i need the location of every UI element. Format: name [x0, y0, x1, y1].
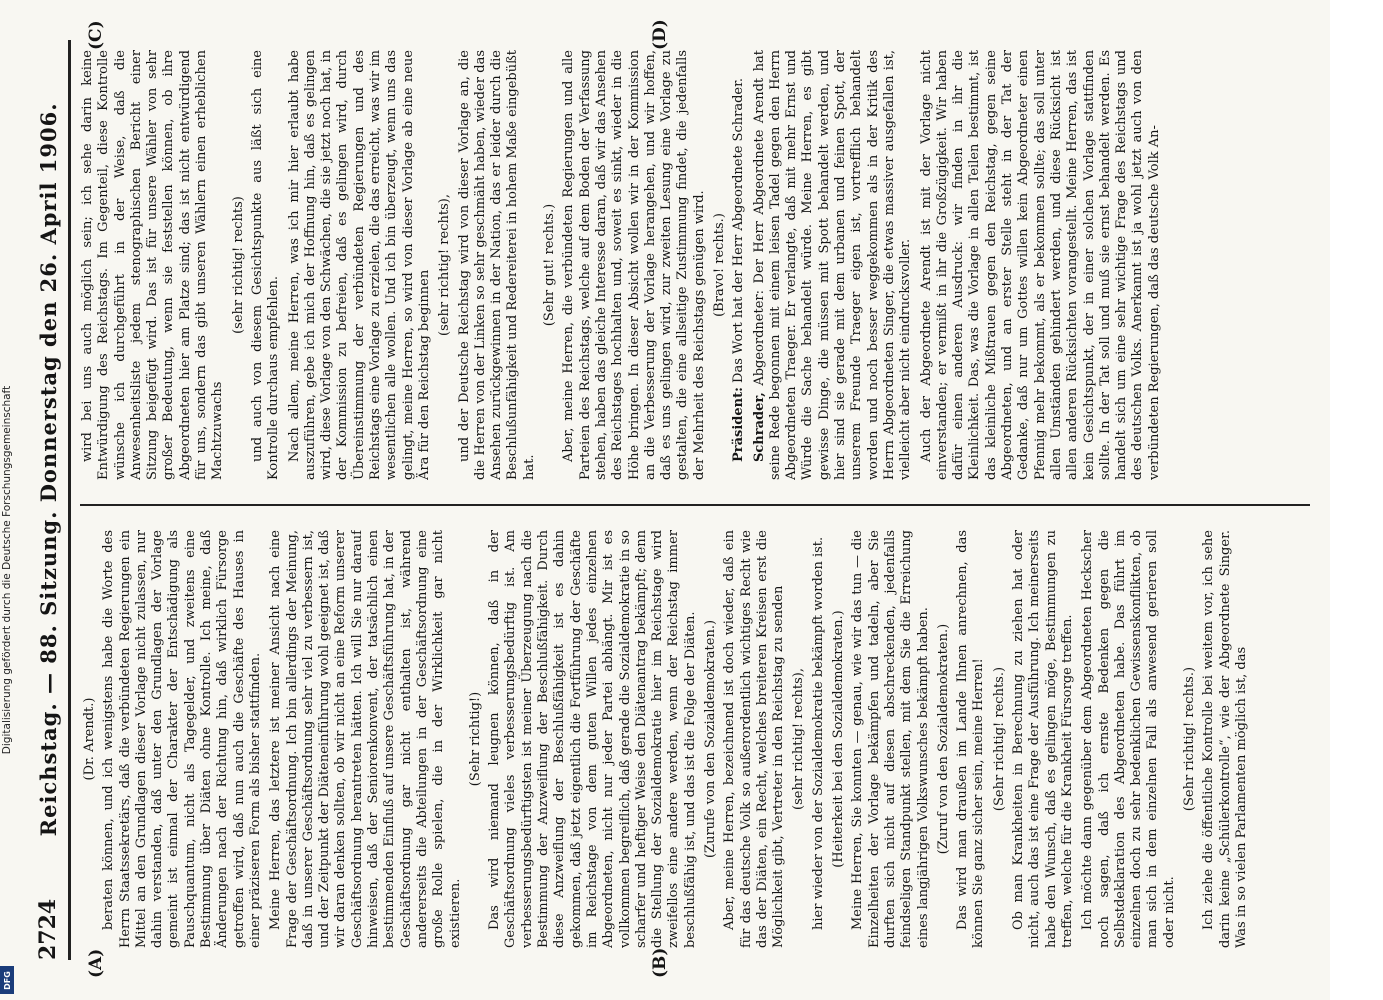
right-text-column — [80, 50, 1310, 480]
paragraph: wird bei uns auch möglich sein; ich sehe darin keine Entwürdigung des Reichstags. Im Gegenteil, diese Kontrolle wünsche ich durchgeführt in der Weise, daß die Anwesenheitsliste jedem stenographischen Bericht einer Sitzung beigefügt wird. Das ist für unsere Wähler von sehr großer Bedeutung, wenn sie feststellen können, ob ihre Abgeordneten hier am Platze sind; das ist nicht entwürdigend für uns, sondern das gibt unseren Wählern einen erheblichen Machtzuwachs — [80, 50, 226, 480]
dfg-logo — [0, 966, 14, 994]
margin-marker-b: (B) — [650, 947, 670, 978]
president-line — [731, 50, 747, 480]
speaker-name-schrader: Schrader, — [751, 392, 767, 462]
interjection: (sehr richtig! rechts) — [230, 196, 246, 334]
paragraph: Auch der Abgeordnete Arendt ist mit der Vorlage nicht einverstanden; er vermißt in ihr die Großzügigkeit. Wir haben dafür einen anderen Ausdruck: wir finden in ihr die Kleinlichkeit. Das, was die Vorlage in allen Teilen bestimmt, ist das kleinliche Mißtrauen gegen den Reichstag, gegen seine Abgeordneten, und an erster Stelle steht in der Tat der Gedanke, daß nur um Gottes willen kein Abgeordneter einen Pfennig mehr bekommt, als er bekommen sollte; das soll unter allen Umständen gehindert werden, und diese Rücksicht ist allen anderen Rücksichten vorangestellt. Meine Herren, das ist kein Gesichtspunkt, der in einer solchen Vorlage stattfinden sollte. In der Tat soll und muß sie ernst behandelt werden. Es handelt sich um eine sehr wichtige Frage des Reichstags und des deutschen Volks. Anerkannt ist ja wohl jetzt auch von den verbündeten Regierungen, daß das deutsche Volk An- — [918, 50, 1162, 480]
interjection: (sehr richtig! rechts), — [437, 194, 453, 336]
paragraph: Das wird niemand leugnen können, daß in der Geschäftsordnung vieles verbesserungsbedürftig ist. Am verbesserungsbedürftigsten ist meiner Überzeugung nach die Bestimmung der Anzweiflung der Beschlußfähigkeit. Durch diese Anzweiflung der Beschlußfähigkeit ist es dahin gekommen, daß jetzt eigentlich die Fortführung der Geschäfte im Reichstage von dem guten Willen jedes einzelnen Abgeordneten, nicht nur jeder Partei abhängt. Mir ist es vollkommen begreiflich, daß gerade die Sozialdemokratie in so scharfer und heftiger Weise den Diätenantrag bekämpft; denn die Stellung der Sozialdemokratie hier im Reichstage wird zweifellos eine andere werden, wenn der Reichstag immer beschlußfähig ist, und das ist die Folge der Diäten. — [487, 530, 698, 948]
paragraph: Aber, meine Herren, bezeichnend ist doch wieder, daß ein für das deutsche Volk so außerordentlich wichtiges Recht wie das der Diäten, ein Recht, welches breiteren Kreisen erst die Möglichkeit gibt, Vertreter in den Reichstag zu senden — [722, 530, 787, 948]
president-text: Das Wort hat der Herr Abgeordnete Schrader. — [731, 77, 747, 383]
column-divider — [80, 504, 1310, 506]
paragraph: Ich möchte dann gegenüber dem Abgeordneten Heckscher noch sagen, daß ich ernste Bedenken gegen die Selbstdeklaration des Abgeordneten habe. Das führt im einzelnen doch zu sehr bedenklichen Gewissenskonflikten, ob man sich in dem einzelnen Fall als anwesend gerieren soll oder nicht. — [1080, 530, 1177, 948]
paragraph: Nach allem, meine Herren, was ich mir hier erlaubt habe auszuführen, gebe ich mich der Hoffnung hin, daß es gelingen wird, diese Vorlage von den Schwächen, die sie jetzt noch hat, in der Kommission zu befreien, daß es gelingen wird, durch Übereinstimmung der verbündeten Regierungen und des Reichstags eine Vorlage zu erzielen, die das erreicht, was wir im wesentlichen alle wollen. Und ich bin überzeugt, wenn uns das gelingt, meine Herren, so wird von dieser Vorlage ab eine neue Ära für den Reichstag beginnen — [286, 50, 432, 480]
paragraph: beraten können, und ich wenigstens habe die Worte des Herrn Staatssekretärs, daß die verbündeten Regierungen ein Mittel an den Grundlagen dieser Vorlage nicht zulassen, nur dahin verstanden, daß unter den Grundlagen der Vorlage gemeint ist einmal der Charakter der Entschädigung als Pauschquantum, nicht als Tagegelder, und zweitens eine Bestimmung über Diäten ohne Kontrolle. Ich meine, daß Änderungen nach der Richtung hin, daß wirklich Fürsorge getroffen wird, daß nun auch die Geschäfte des Hauses in einer präziseren Form als bisher stattfinden. — [101, 530, 263, 948]
interjection: (sehr richtig! rechts), — [791, 668, 807, 810]
interjection: (Zurufe von den Sozialdemokraten.) — [702, 619, 718, 859]
paragraph: Aber, meine Herren, die verbündeten Regierungen und alle Parteien des Reichstags, welche auf dem Boden der Verfassung stehen, haben das gleiche Interesse daran, daß wir das Ansehen des Reichstages hochhalten und, soweit es sinkt, wieder in die Höhe bringen. In dieser Absicht wollen wir in der Kommission an die Verbesserung der Vorlage herangehen, und wir hoffen, daß es uns gelingen wird, zur zweiten Lesung eine Vorlage zu gestalten, die eine allseitige Zustimmung findet, die jedenfalls der Mehrheit des Reichstags genügen wird. — [561, 50, 707, 480]
paragraph: und auch von diesem Gesichtspunkte aus läßt sich eine Kontrolle durchaus empfehlen. — [249, 50, 282, 480]
page-title: Reichstag. — 88. Sitzung. Donnerstag den 26. April 1906. — [35, 102, 61, 837]
side-credit — [0, 160, 14, 980]
interjection: (Bravo! rechts.) — [711, 213, 727, 317]
speech-start — [752, 50, 915, 480]
paragraph: Meine Herren, Sie konnten — genau, wie wir das tun — die Einzelheiten der Vorlage bekämpfen und tadeln, aber Sie durften sich nicht auf diesen abschreckenden, jedenfalls feindseligen Standpunkt stellen, mit dem Sie die Erreichung eines langjährigen Volkswunsches bekämpft haben. — [850, 530, 931, 948]
speaker-label: (Dr. Arendt.) — [82, 697, 97, 781]
interjection: (Zuruf von den Sozialdemokraten.) — [935, 623, 951, 855]
side-credit-text: Digitalisierung gefördert durch die Deutsche Forschungsgemeinschaft — [1, 385, 14, 755]
page-header — [28, 40, 71, 960]
interjection: (Sehr richtig! rechts.) — [1182, 666, 1197, 812]
interjection: (Sehr gut! rechts.) — [542, 203, 558, 327]
paragraph: und der Deutsche Reichstag wird von dieser Vorlage an, die die Herren von der Linken so sehr geschmäht haben, wieder das Ansehen zurückgewinnen in der Nation, das er leider durch die Beschlußunfähigkeit und Redereiterei in hohem Maße eingebüßt hat. — [456, 50, 537, 480]
interjection: (Sehr richtig! rechts.) — [991, 666, 1007, 812]
paragraph: Meine Herren, das letztere ist meiner Ansicht nach eine Frage der Geschäftsordnung. Ich bin allerdings der Meinung, daß in unserer Geschäftsordnung sehr viel zu verbessern ist, und der Zeitpunkt der Diäteneinführung wohl geeignet ist, daß wir daran denken sollten, ob wir nicht an eine Reform unserer Geschäftsordnung herantreten hätten. Ich will Sie nur darauf hinweisen, daß der Seniorenkonvent, der tatsächlich einen bestimmenden Einfluß auf unsere Geschäftsführung hat, in der Geschäftsordnung gar nicht enthalten ist, während andererseits die Abteilungen in der Geschäftsordnung eine große Rolle spielen, die in der Wirklichkeit gar nicht existieren. — [268, 530, 463, 948]
margin-marker-d: (D) — [650, 19, 670, 50]
paragraph: Ob man Krankheiten in Berechnung zu ziehen hat oder nicht, auch das ist eine Frage der Ausführung. Ich meinerseits habe den Wunsch, daß es gelingen möge, Bestimmungen zu treffen, welche für die Krankheit Fürsorge treffen. — [1011, 530, 1075, 948]
paragraph: Abgeordneter: Der Herr Abgeordnete Arendt hat seine Rede begonnen mit einem leisen Tadel gegen den Herrn Abgeordneten Traeger. Er verlangte, daß mit mehr Ernst und Würde die Sache behandelt würde. Meine Herren, es gibt gewisse Dinge, die müssen mit Spott behandelt werden, und hier sind sie gerade mit dem urbanen und feinen Spott, der unserem Freunde Traeger eigen ist, vortrefflich behandelt worden und noch besser weggekommen als in der Kritik des Herrn Abgeordneten Singer, die etwas massiver ausgefallen ist, vielleicht aber nicht eindrucksvoller. — [751, 50, 914, 480]
left-text-column — [80, 530, 1310, 948]
paragraph: hier wieder von der Sozialdemokratie bekämpft worden ist. — [810, 536, 826, 930]
interjection: (Sehr richtig!) — [467, 691, 483, 787]
dfg-logo-text: DFG — [2, 970, 12, 990]
president-label: Präsident: — [731, 387, 747, 462]
margin-marker-c: (C) — [86, 20, 106, 50]
paragraph: Das wird man draußen im Lande Ihnen anrechnen, das können Sie ganz sicher sein, meine Herren! — [955, 530, 987, 948]
margin-marker-a: (A) — [86, 948, 106, 978]
interjection: (Heiterkeit bei den Sozialdemokraten.) — [831, 610, 847, 868]
paragraph: Ich ziehe die öffentliche Kontrolle bei weitem vor, ich sehe darin keine „Schülerkontrolle“, wie der Abgeordnete Singer. Was in so vielen Parlamenten möglich ist, das — [1201, 530, 1249, 948]
page-number: 2724 — [35, 898, 61, 960]
